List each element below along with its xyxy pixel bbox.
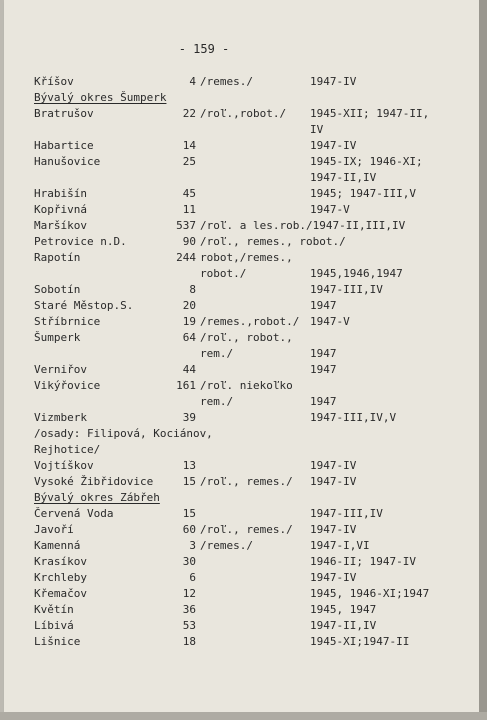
years: 1947-III,IV [310, 507, 383, 520]
table-row [4, 554, 479, 570]
years: 1947 [310, 347, 337, 360]
count: 6 [189, 571, 196, 584]
occupation: /roľ., remes., robot./ [200, 235, 346, 248]
count: 12 [182, 587, 196, 600]
count: 44 [182, 363, 196, 376]
table-row [4, 474, 479, 490]
count: 22 [182, 107, 196, 120]
place-name: Vysoké Žibřidovice [34, 475, 154, 488]
table-row [4, 362, 479, 378]
place-name: Verniřov [34, 363, 87, 376]
occupation: rem./ [200, 347, 234, 360]
table-row [4, 394, 479, 410]
place-name: Kříšov [34, 75, 74, 88]
table-row [4, 122, 479, 138]
count: 11 [182, 203, 196, 216]
table-row [4, 458, 479, 474]
page-edge [479, 0, 487, 720]
table-row [4, 522, 479, 538]
place-name: Maršíkov [34, 219, 87, 232]
years: 1945-XII; 1947-II, [310, 107, 430, 120]
table-row [4, 234, 479, 250]
count: 244 [176, 251, 196, 264]
table-row [4, 282, 479, 298]
occupation: /roľ. niekoľko [200, 379, 293, 392]
years: 1945-IX; 1946-XI; [310, 155, 423, 168]
district-heading-row [4, 90, 479, 106]
years: 1945, 1947 [310, 603, 377, 616]
page-bottom-edge [0, 712, 487, 720]
years: 1947-II,IV [310, 619, 377, 632]
place-name: Sobotín [34, 283, 81, 296]
count: 19 [182, 315, 196, 328]
table-row [4, 250, 479, 266]
years: 1947-IV [310, 459, 357, 472]
district-heading-row [4, 490, 479, 506]
place-name: Javoří [34, 523, 74, 536]
occupation: /remes./ [200, 75, 253, 88]
place-name: Bratrušov [34, 107, 94, 120]
place-name: Stříbrnice [34, 315, 101, 328]
count: 3 [189, 539, 196, 552]
years: 1947-I,VI [310, 539, 370, 552]
count: 8 [189, 283, 196, 296]
place-name: Petrovice n.D. [34, 235, 127, 248]
table-row [4, 74, 479, 90]
table-row [4, 442, 479, 458]
table-row [4, 426, 479, 442]
table-row [4, 170, 479, 186]
place-name: Červená Voda [34, 507, 114, 520]
count: 15 [182, 507, 196, 520]
table-row [4, 538, 479, 554]
count: 25 [182, 155, 196, 168]
table-row [4, 602, 479, 618]
count: 18 [182, 635, 196, 648]
occupation: robot,/remes., [200, 251, 293, 264]
occupation: /remes./ [200, 539, 253, 552]
district-heading: Bývalý okres Šumperk [34, 91, 167, 104]
years: 1947-IV [310, 139, 357, 152]
table-row [4, 218, 479, 234]
count: 161 [176, 379, 196, 392]
count: 39 [182, 411, 196, 424]
table-row [4, 298, 479, 314]
occupation: /roľ., robot., [200, 331, 293, 344]
place-name: Křemačov [34, 587, 87, 600]
place-name: Krasíkov [34, 555, 87, 568]
years: 1947-V [310, 203, 350, 216]
occupation: robot./ [200, 267, 247, 280]
table-row [4, 154, 479, 170]
years: 1945-XI;1947-II [310, 635, 410, 648]
table-row [4, 634, 479, 650]
years: 1947-III,IV [310, 283, 383, 296]
occupation: /roľ., remes./ [200, 475, 293, 488]
count: 36 [182, 603, 196, 616]
place-name: Hanušovice [34, 155, 101, 168]
occupation: /roľ.,robot./ [200, 107, 287, 120]
table-row [4, 330, 479, 346]
place-name: Krchleby [34, 571, 87, 584]
table-row [4, 314, 479, 330]
table-row [4, 202, 479, 218]
table-row [4, 570, 479, 586]
table-row [4, 346, 479, 362]
count: 30 [182, 555, 196, 568]
years: 1947-IV [310, 75, 357, 88]
place-name: Kamenná [34, 539, 81, 552]
place-name: Rapotín [34, 251, 81, 264]
count: 15 [182, 475, 196, 488]
note-text: /osady: Filipová, Kociánov, [34, 427, 213, 440]
count: 537 [176, 219, 196, 232]
occupation: /roľ., remes./ [200, 523, 293, 536]
district-heading: Bývalý okres Zábřeh [34, 491, 160, 504]
years: 1945; 1947-III,V [310, 187, 416, 200]
count: 13 [182, 459, 196, 472]
place-name: Vizmberk [34, 411, 87, 424]
years: 1946-II; 1947-IV [310, 555, 416, 568]
years: IV [310, 123, 324, 136]
place-name: Vikýřovice [34, 379, 101, 392]
place-name: Staré Městop.S. [34, 299, 134, 312]
years: 1947 [310, 299, 337, 312]
years: 1945, 1946-XI;1947 [310, 587, 430, 600]
place-name: Květín [34, 603, 74, 616]
occupation: /remes.,robot./ [200, 315, 300, 328]
count: 53 [182, 619, 196, 632]
table-row [4, 506, 479, 522]
place-name: Lišnice [34, 635, 81, 648]
table-row [4, 586, 479, 602]
document-page [4, 0, 479, 712]
table-row [4, 186, 479, 202]
count: 20 [182, 299, 196, 312]
years: 1947-III,IV,V [310, 411, 397, 424]
table-row [4, 138, 479, 154]
count: 45 [182, 187, 196, 200]
place-name: Kopřivná [34, 203, 87, 216]
table-row [4, 106, 479, 122]
count: 4 [189, 75, 196, 88]
place-name: Habartice [34, 139, 94, 152]
count: 64 [182, 331, 196, 344]
place-name: Vojtíškov [34, 459, 94, 472]
place-name: Hrabišín [34, 187, 87, 200]
years: 1947-IV [310, 523, 357, 536]
table-row [4, 410, 479, 426]
count: 14 [182, 139, 196, 152]
note-text: Rejhotice/ [34, 443, 101, 456]
years: 1947-V [310, 315, 350, 328]
years: 1947-II,IV [310, 171, 377, 184]
place-name: Líbivá [34, 619, 74, 632]
table-row [4, 618, 479, 634]
years: 1947-IV [310, 571, 357, 584]
years: 1947 [310, 363, 337, 376]
years: 1945,1946,1947 [310, 267, 403, 280]
occupation: rem./ [200, 395, 234, 408]
years: 1947 [310, 395, 337, 408]
count: 60 [182, 523, 196, 536]
table-row [4, 266, 479, 282]
table-row [4, 378, 479, 394]
page-number: - 159 - [178, 42, 230, 56]
place-name: Šumperk [34, 331, 81, 344]
occupation: /roľ. a les.rob./1947-II,III,IV [200, 219, 406, 232]
years: 1947-IV [310, 475, 357, 488]
count: 90 [182, 235, 196, 248]
